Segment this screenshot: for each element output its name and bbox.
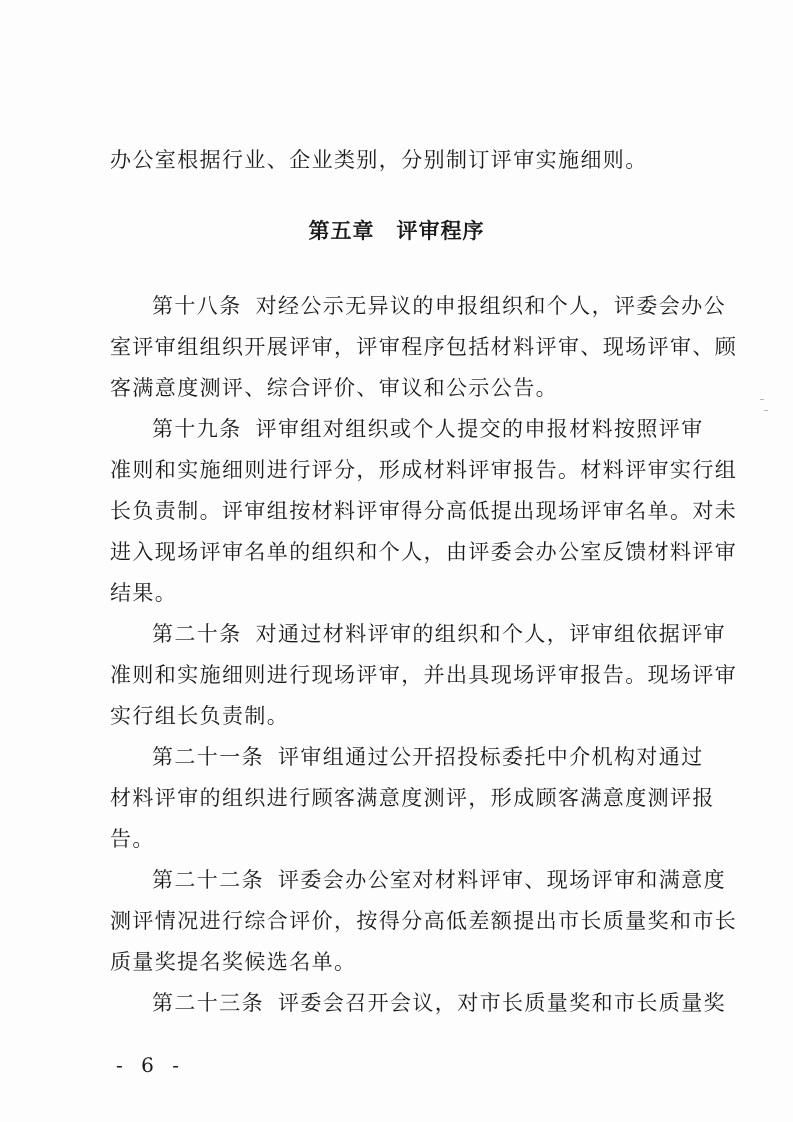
- article-text: 对通过材料评审的组织和个人，评审组依据评审: [255, 622, 727, 646]
- body-text-line: 测评情况进行综合评价，按得分高低差额提出市长质量奖和市长: [110, 909, 738, 933]
- body-text-line: 准则和实施细则进行评分，形成材料评审报告。材料评审实行组: [110, 458, 738, 482]
- scan-speck: [764, 410, 768, 411]
- article-number: 第二十一条: [152, 745, 264, 769]
- body-text-line: 实行组长负责制。: [110, 704, 290, 728]
- body-text-line: 质量奖提名奖候选名单。: [110, 950, 357, 974]
- article-23-first-line: [152, 989, 752, 1017]
- article-22-first-line: [152, 866, 752, 894]
- article-number: 第二十二条: [152, 868, 264, 892]
- article-20-first-line: [152, 620, 752, 648]
- chapter-number: 第五章: [308, 219, 375, 243]
- article-number: 第十八条: [152, 294, 242, 318]
- article-number: 第十九条: [152, 417, 242, 441]
- article-text: 评审组对组织或个人提交的申报材料按照评审: [255, 417, 704, 441]
- page-number: - 6 -: [116, 1053, 185, 1077]
- body-text-line: 结果。: [110, 581, 178, 605]
- body-text-line: 准则和实施细则进行现场评审，并出具现场评审报告。现场评审: [110, 663, 738, 687]
- chapter-heading: [0, 217, 793, 245]
- article-number: 第二十三条: [152, 991, 264, 1015]
- article-21-first-line: [152, 743, 752, 771]
- article-number: 第二十条: [152, 622, 242, 646]
- article-19-first-line: [152, 415, 752, 443]
- article-text: 对经公示无异议的申报组织和个人，评委会办公: [255, 294, 727, 318]
- body-text-line: 客满意度测评、综合评价、审议和公示公告。: [110, 376, 558, 400]
- body-text-line: 长负责制。评审组按材料评审得分高低提出现场评审名单。对未: [110, 499, 738, 523]
- article-text: 评委会召开会议，对市长质量奖和市长质量奖: [278, 991, 726, 1015]
- chapter-title: 评审程序: [396, 219, 485, 243]
- body-text-line: 进入现场评审名单的组织和个人，由评委会办公室反馈材料评审: [110, 540, 738, 564]
- body-text-line: 室评审组组织开展评审，评审程序包括材料评审、现场评审、顾: [110, 335, 738, 359]
- body-text-line: 办公室根据行业、企业类别，分别制订评审实施细则。: [110, 148, 648, 172]
- body-text-line: 告。: [110, 827, 155, 851]
- article-text: 评委会办公室对材料评审、现场评审和满意度: [278, 868, 726, 892]
- article-18-first-line: [152, 292, 752, 320]
- scan-speck: [760, 399, 764, 400]
- article-text: 评审组通过公开招投标委托中介机构对通过: [278, 745, 704, 769]
- body-text-line: 材料评审的组织进行顾客满意度测评，形成顾客满意度测评报: [110, 786, 715, 810]
